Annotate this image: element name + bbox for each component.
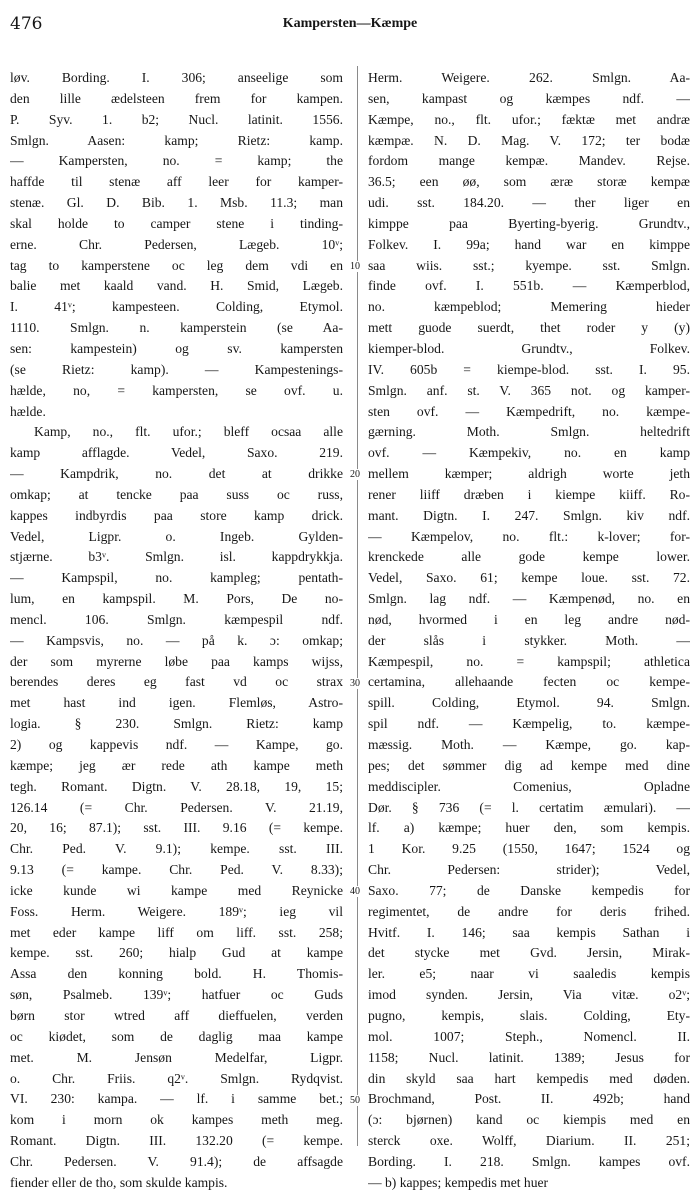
text-line: (ɔ: bjørnen) kand oc kiempis med en [368, 1112, 690, 1128]
text-line: hælde. [10, 403, 46, 419]
text-line: Chr. Ped. V. 9.1); kempe. sst. III. [10, 841, 343, 857]
text-line: Kæmpe, no., flt. ufor.; fæktæ met andræ [368, 111, 690, 127]
text-line: kamp afflagde. Vedel, Saxo. 219. [10, 445, 343, 461]
text-line: berendes deres eg fast vd oc strax [10, 674, 343, 690]
text-line: 1 Kor. 9.25 (1550, 1647; 1524 og [368, 841, 690, 857]
text-line: Smlgn. anf. st. V. 365 not. og kamper- [368, 382, 690, 398]
text-line: mant. Digtn. I. 247. Smlgn. kiv ndf. [368, 507, 690, 523]
line-number-marker: 20 [345, 469, 365, 480]
text-line: imod synden. Jersin, Via vitæ. o2ᵛ; [368, 987, 690, 1003]
text-line: pes; det sømmer dig ad kempe med dine [368, 757, 690, 773]
text-line: saa wiis. sst.; kyempe. sst. Smlgn. [368, 257, 690, 273]
text-line: Hvitf. I. 146; saa kempis Sathan i [368, 924, 690, 940]
text-line: mellem kæmper; aldrigh worte jeth [368, 466, 690, 482]
text-line: sen, kampast og kæmpes ndf. — [368, 90, 690, 106]
text-line: Bording. I. 218. Smlgn. kampes ovf. [368, 1153, 690, 1169]
text-line: no. kæmpeblod; Memering hieder [368, 299, 690, 315]
text-line: Smlgn. Aasen: kamp; Rietz: kamp. [10, 132, 343, 148]
text-line: tag to kamperstene oc leg dem vdi en [10, 257, 343, 273]
line-number-marker: 50 [345, 1095, 365, 1106]
text-line: — Kampspil, no. kampleg; pentath- [10, 570, 343, 586]
text-line: met eder kampe liff om liff. sst. 258; [10, 924, 343, 940]
text-line: stenæ. Gl. D. Bib. 1. Msb. 11.3; man [10, 195, 343, 211]
text-line: erne. Chr. Pedersen, Lægeb. 10ᵛ; [10, 236, 343, 252]
text-line: 20, 16; 87.1); sst. III. 9.16 (= kempe. [10, 820, 343, 836]
text-line: der slås i stykker. Moth. — [368, 632, 690, 648]
text-line: kæmpæ. N. D. Mag. V. 172; ter bodæ [368, 132, 690, 148]
text-line: 126.14 (= Chr. Pedersen. V. 21.19, [10, 799, 343, 815]
text-line: der som myrerne løbe paa kamps wijss, [10, 653, 343, 669]
text-line: den lille ædelsteen frem for kampen. [10, 90, 343, 106]
text-line: logia. § 230. Smlgn. Rietz: kamp [10, 716, 343, 732]
text-line: P. Syv. 1. b2; Nucl. latinit. 1556. [10, 111, 343, 127]
text-line: kiemper-blod. Grundtv., Folkev. [368, 340, 690, 356]
text-line: Kæmpespil, no. = kampspil; athletica [368, 653, 690, 669]
text-line: børn stor wtred aff dieffuelen, verden [10, 1007, 343, 1023]
text-line: Foss. Herm. Weigere. 189ᵛ; ieg vil [10, 903, 343, 919]
text-line: løv. Bording. I. 306; anseelige som [10, 70, 343, 85]
text-line: — Kampersten, no. = kamp; the [10, 153, 343, 169]
line-number-marker: 30 [345, 678, 365, 689]
text-line: Assa den konning bold. H. Thomis- [10, 966, 343, 982]
line-number-marker: 10 [345, 261, 365, 272]
text-line: pugno, kempis, slais. Colding, Ety- [368, 1007, 690, 1023]
text-line: Saxo. 77; de Danske kempedis for [368, 882, 690, 898]
text-line: omkap; at tencke paa suss oc russ, [10, 486, 343, 502]
text-line: Vedel, Ligpr. o. Ingeb. Gylden- [10, 528, 343, 544]
line-number-marker: 40 [345, 886, 365, 897]
text-line: met. M. Jensøn Medelfar, Ligpr. [10, 1049, 343, 1065]
text-line: hælde, no, = kampersten, se ovf. u. [10, 382, 343, 398]
text-line: — b) kappes; kempedis met huer [368, 1174, 549, 1190]
text-line: I. 41ᵛ; kampesteen. Colding, Etymol. [10, 299, 343, 315]
text-line: kæmpe; jeg ær rede ath kampe meth [10, 757, 343, 773]
text-line: Chr. Pedersen. V. 91.4); de affsagde [10, 1153, 343, 1169]
text-line: 9.13 (= kampe. Chr. Ped. V. 8.33); [10, 862, 343, 878]
text-line: Kamp, no., flt. ufor.; bleff ocsaa alle [34, 424, 343, 440]
text-line: — Kampdrik, no. det at drikke [10, 466, 343, 482]
text-line: lum, en kampspil. M. Pors, De no- [10, 591, 343, 607]
text-line: Herm. Weigere. 262. Smlgn. Aa- [368, 70, 690, 85]
text-line: kom i morn ok kampes meth meg. [10, 1112, 343, 1128]
text-line: Vedel, Saxo. 61; kempe loue. sst. 72. [368, 570, 690, 586]
text-line: spill. Colding, Etymol. 94. Smlgn. [368, 695, 690, 711]
text-line: nød, hvormed i en leg andre nød- [368, 611, 690, 627]
text-line: Dør. § 736 (= l. certatim æmulari). — [368, 799, 690, 815]
text-line: fordom mange kempæ. Mandev. Rejse. [368, 153, 690, 169]
text-line: mol. 1007; Steph., Nomencl. II. [368, 1028, 690, 1044]
text-line: ovf. — Kæmpekiv, no. en kamp [368, 445, 690, 461]
text-line: balie met kaald vand. H. Smid, Lægeb. [10, 278, 343, 294]
text-line: certamina, allehaande fecten oc kempe- [368, 674, 690, 690]
text-line: gærning. Moth. Smlgn. heltedrift [368, 424, 690, 440]
text-line: ler. e5; naar vi saaledis kempis [368, 966, 690, 982]
text-line: skal holde to camper stene i tinding- [10, 215, 343, 231]
text-line: — Kampsvis, no. — på k. ɔ: omkap; [10, 632, 343, 648]
text-line: stjærne. b3ᵛ. Smlgn. isl. kappdrykkja. [10, 549, 343, 565]
text-line: VI. 230: kampa. — lf. i samme bet.; [10, 1091, 343, 1107]
text-line: lf. a) kæmpe; huer den, som kempis. [368, 820, 690, 836]
text-line: kempe. sst. 260; hialp Gud at kampe [10, 945, 343, 961]
text-line: haffde til stenæ aff leer for kamper- [10, 174, 343, 190]
page-number: 476 [10, 14, 43, 34]
text-line: regimentet, de andre for deris frihed. [368, 903, 690, 919]
text-line: Chr. Pedersen: strider); Vedel, [368, 862, 690, 878]
text-line: 1110. Smlgn. n. kamperstein (se Aa- [10, 320, 343, 336]
text-line: — Kæmpelov, no. flt.: k-lover; for- [368, 528, 690, 544]
text-line: 36.5; een øø, som æræ storæ kempæ [368, 174, 690, 190]
text-line: Brochmand, Post. II. 492b; hand [368, 1091, 690, 1107]
text-line: met hast ind igen. Flemløs, Astro- [10, 695, 343, 711]
text-line: sen: kampestein) og sv. kampersten [10, 340, 343, 356]
text-line: (se Rietz: kamp). — Kampestenings- [10, 361, 343, 377]
text-line: Folkev. I. 99a; hand war en kimppe [368, 236, 690, 252]
text-line: det stycke met Gvd. Jersin, Mirak- [368, 945, 690, 961]
column-divider [357, 66, 358, 1146]
text-line: kimppe paa Byerting-byerig. Grundtv., [368, 215, 690, 231]
page-header [0, 14, 700, 38]
text-line: IV. 605b = kiempe-blod. sst. I. 95. [368, 361, 690, 377]
text-line: krenckede alle gode kempe lower. [368, 549, 690, 565]
text-line: fiender eller de tho, som skulde kampis. [10, 1174, 228, 1190]
text-line: udi. sst. 184.20. — ther liger en [368, 195, 690, 211]
text-line: Romant. Digtn. III. 132.20 (= kempe. [10, 1133, 343, 1149]
text-line: meddiscipler. Comenius, Opladne [368, 778, 690, 794]
text-line: icke kunde wi kampe med Reynicke [10, 882, 343, 898]
text-line: søn, Psalmeb. 139ᵛ; hatfuer oc Guds [10, 987, 343, 1003]
text-line: sten ovf. — Kæmpedrift, no. kæmpe- [368, 403, 690, 419]
text-line: spil ndf. — Kæmpelig, to. kæmpe- [368, 716, 690, 732]
text-line: rener liiff dræben i kiempe kiiff. Ro- [368, 486, 690, 502]
text-line: kappes indbyrdis paa store kamp drick. [10, 507, 343, 523]
text-line: 2) og kappevis ndf. — Kampe, go. [10, 737, 343, 752]
text-line: tegh. Romant. Digtn. V. 28.18, 19, 15; [10, 778, 343, 794]
running-head: Kampersten—Kæmpe [282, 16, 418, 31]
text-line: mencl. 106. Smlgn. kæmpespil ndf. [10, 611, 343, 627]
text-line: Smlgn. lag ndf. — Kæmpenød, no. en [368, 591, 690, 607]
text-line: mæssig. Moth. — Kæmpe, go. kap- [368, 737, 690, 752]
text-line: finde ovf. I. 551b. — Kæmperblod, [368, 278, 690, 294]
text-line: din skyld saa hart kempedis med døden. [368, 1070, 690, 1086]
text-line: 1158; Nucl. latinit. 1389; Jesus for [368, 1049, 690, 1065]
right-column [368, 68, 690, 1194]
text-line: oc kiødet, som de daglig maa kampe [10, 1028, 343, 1044]
text-line: o. Chr. Friis. q2ᵛ. Smlgn. Rydqvist. [10, 1070, 343, 1086]
left-column [10, 68, 343, 1194]
text-line: mett guode suerdt, thet roder y (y) [368, 320, 690, 336]
text-line: sterck oxe. Wolff, Diarium. II. 251; [368, 1133, 690, 1149]
